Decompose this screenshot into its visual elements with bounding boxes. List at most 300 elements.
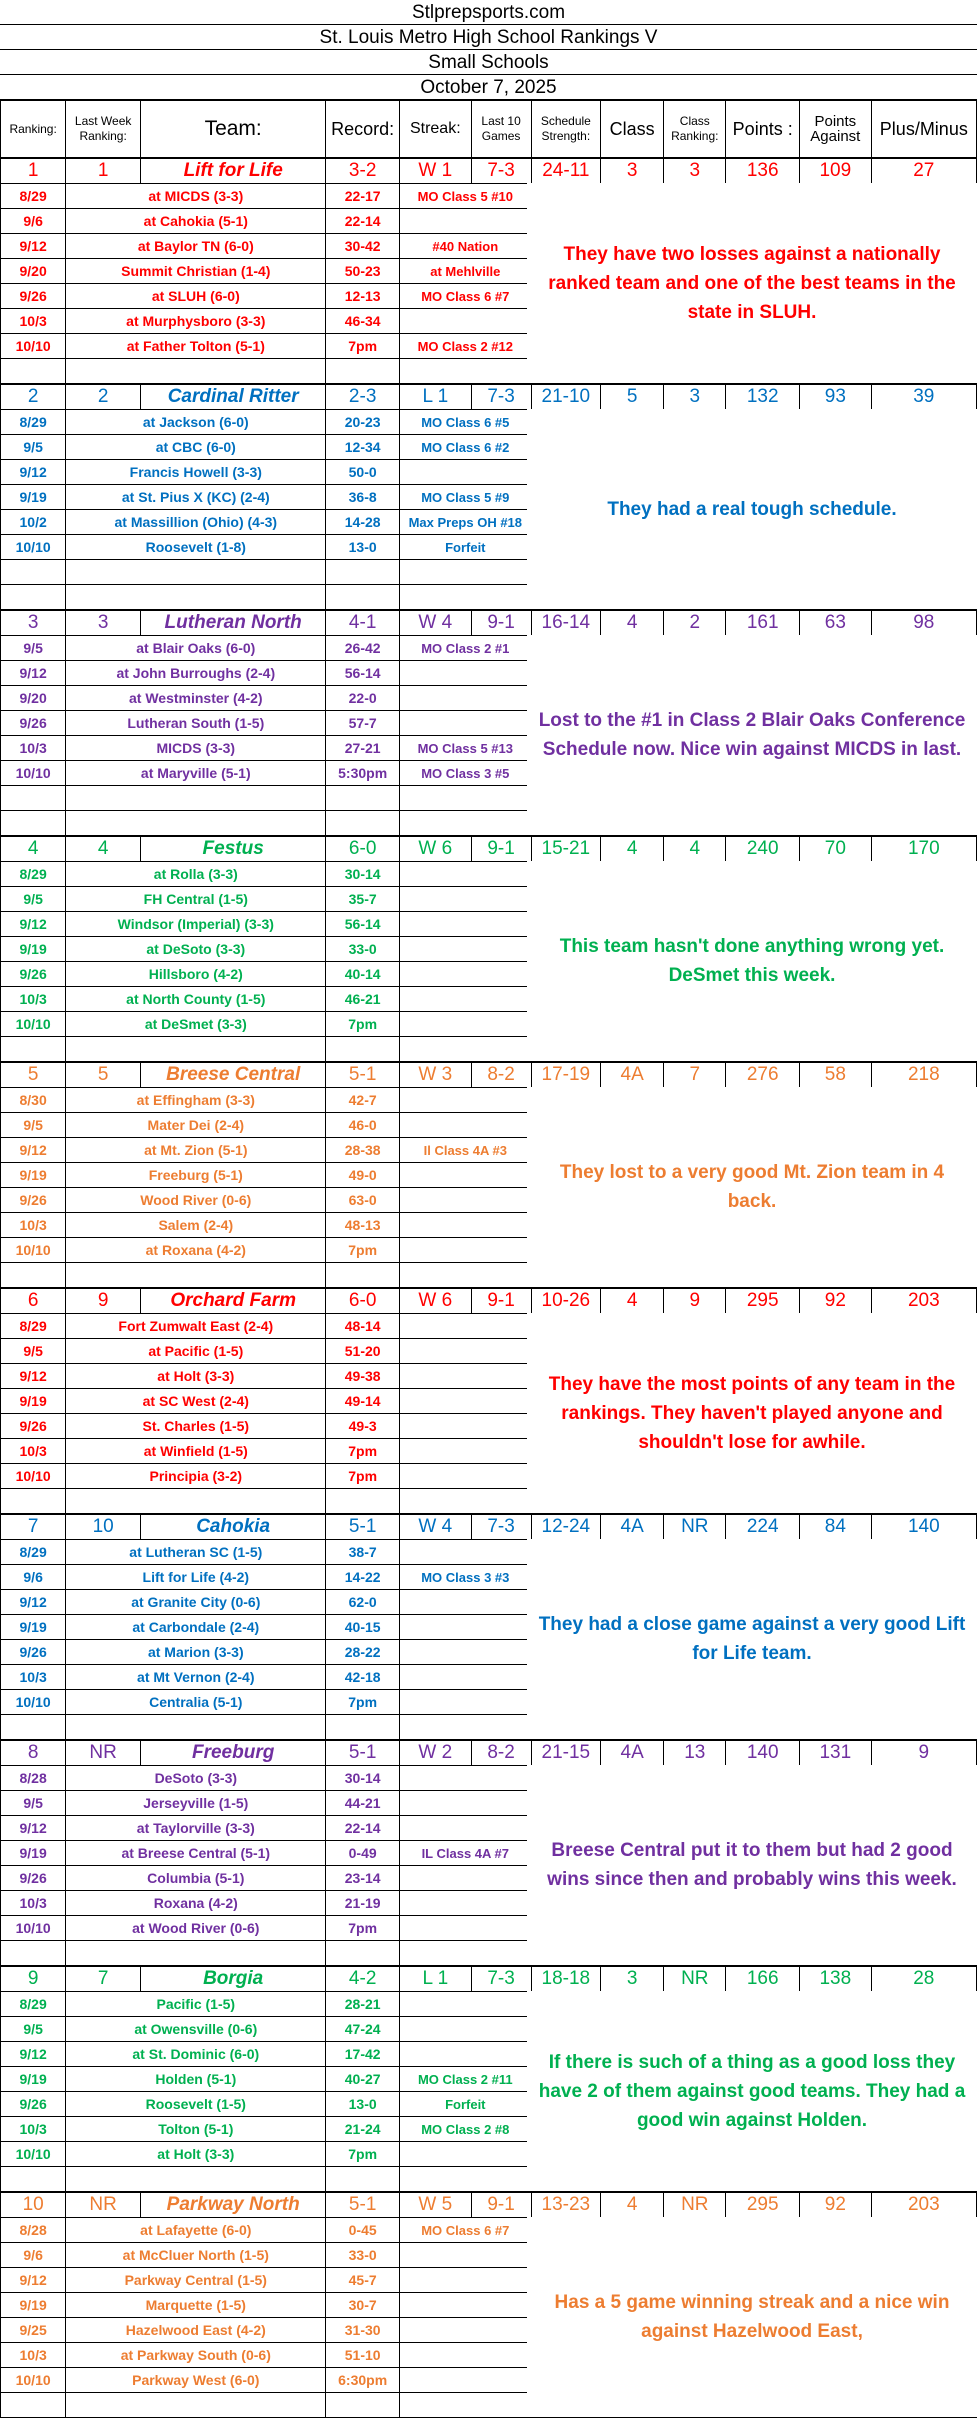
- team-block: [0, 1062, 977, 1288]
- game-date: 10/10: [1, 2368, 66, 2393]
- team-record: 4-2: [326, 1967, 400, 1992]
- team-last10: 7-3: [471, 1515, 531, 1540]
- game-opponent: Roosevelt (1-8): [66, 535, 326, 560]
- game-opponent: at Jackson (6-0): [66, 410, 326, 435]
- game-score: 7pm: [326, 1439, 400, 1464]
- game-score: 49-0: [326, 1163, 400, 1188]
- game-date: 9/5: [1, 1791, 66, 1816]
- game-score: 21-24: [326, 2117, 400, 2142]
- game-date: 8/29: [1, 1992, 66, 2017]
- team-summary-row: [1, 1289, 977, 1314]
- game-opponent: Marquette (1-5): [66, 2293, 326, 2318]
- team-schedule-strength: 10-26: [531, 1289, 600, 1314]
- game-date: 10/10: [1, 1690, 66, 1715]
- team-last-week: 1: [66, 159, 141, 184]
- game-date: 10/10: [1, 761, 66, 786]
- game-date: 10/2: [1, 510, 66, 535]
- game-note: [400, 2042, 532, 2067]
- game-note: [400, 2343, 532, 2368]
- team-class: 5: [601, 385, 664, 410]
- game-date: 9/26: [1, 1188, 66, 1213]
- game-score: 28-38: [326, 1138, 400, 1163]
- game-opponent: Windsor (Imperial) (3-3): [66, 912, 326, 937]
- team-class: 4: [601, 1289, 664, 1314]
- site-name: Stlprepsports.com: [0, 0, 977, 25]
- game-score: 50-0: [326, 460, 400, 485]
- game-date: 9/19: [1, 485, 66, 510]
- game-score: 31-30: [326, 2318, 400, 2343]
- team-comment: Lost to the #1 in Class 2 Blair Oaks Conference Schedule now. Nice win against MICDS in last.: [527, 635, 977, 835]
- game-opponent: at St. Dominic (6-0): [66, 2042, 326, 2067]
- game-note: MO Class 3 #3: [400, 1565, 532, 1590]
- game-note: Max Preps OH #18: [400, 510, 532, 535]
- game-date: 9/12: [1, 460, 66, 485]
- page-title: St. Louis Metro High School Rankings V: [0, 25, 977, 50]
- team-plus-minus: 218: [871, 1063, 976, 1088]
- game-score: 48-14: [326, 1314, 400, 1339]
- game-note: Il Class 4A #3: [400, 1138, 532, 1163]
- game-opponent: Summit Christian (1-4): [66, 259, 326, 284]
- team-last10: 7-3: [471, 159, 531, 184]
- team-block: [0, 836, 977, 1062]
- col-class: Class: [601, 101, 664, 158]
- team-summary-row: [1, 2193, 977, 2218]
- game-date: 9/19: [1, 2067, 66, 2092]
- col-class-ranking: Class Ranking:: [664, 101, 726, 158]
- team-comment: They had a close game against a very good Lift for Life team.: [527, 1539, 977, 1739]
- game-score: 7pm: [326, 2142, 400, 2167]
- game-date: 8/29: [1, 862, 66, 887]
- game-opponent: Salem (2-4): [66, 1213, 326, 1238]
- team-name: Lift for Life: [141, 159, 326, 184]
- game-opponent: at Breese Central (5-1): [66, 1841, 326, 1866]
- team-block: [0, 158, 977, 384]
- game-date: 10/3: [1, 1213, 66, 1238]
- team-last-week: NR: [66, 1741, 141, 1766]
- game-opponent: at CBC (6-0): [66, 435, 326, 460]
- game-date: 9/26: [1, 711, 66, 736]
- game-date: 8/28: [1, 2218, 66, 2243]
- game-note: [400, 1339, 532, 1364]
- game-date: 9/20: [1, 686, 66, 711]
- game-score: 56-14: [326, 912, 400, 937]
- game-score: 36-8: [326, 485, 400, 510]
- team-schedule-strength: 17-19: [531, 1063, 600, 1088]
- team-plus-minus: 203: [871, 1289, 976, 1314]
- team-streak: W 4: [400, 1515, 472, 1540]
- game-date: 9/26: [1, 2092, 66, 2117]
- game-date: 9/12: [1, 1364, 66, 1389]
- team-summary-row: [1, 1515, 977, 1540]
- game-date: 9/5: [1, 636, 66, 661]
- team-streak: W 6: [400, 837, 472, 862]
- game-note: MO Class 6 #2: [400, 435, 532, 460]
- team-class: 3: [601, 159, 664, 184]
- team-points-against: 63: [800, 611, 872, 636]
- game-note: [400, 2293, 532, 2318]
- game-score: 23-14: [326, 1866, 400, 1891]
- game-note: [400, 887, 532, 912]
- game-note: [400, 1213, 532, 1238]
- team-class: 4: [601, 611, 664, 636]
- game-score: 12-13: [326, 284, 400, 309]
- game-opponent: at Roxana (4-2): [66, 1238, 326, 1263]
- game-score: 51-20: [326, 1339, 400, 1364]
- game-opponent: at Granite City (0-6): [66, 1590, 326, 1615]
- game-opponent: Parkway West (6-0): [66, 2368, 326, 2393]
- col-schedule: Schedule Strength:: [531, 101, 600, 158]
- game-score: 30-14: [326, 1766, 400, 1791]
- team-rank: 6: [1, 1289, 66, 1314]
- team-block: [0, 1288, 977, 1514]
- game-score: 40-27: [326, 2067, 400, 2092]
- game-score: 38-7: [326, 1540, 400, 1565]
- game-date: 9/20: [1, 259, 66, 284]
- game-note: [400, 2142, 532, 2167]
- game-opponent: FH Central (1-5): [66, 887, 326, 912]
- game-opponent: Hazelwood East (4-2): [66, 2318, 326, 2343]
- game-date: 9/5: [1, 887, 66, 912]
- team-rank: 2: [1, 385, 66, 410]
- team-last-week: 9: [66, 1289, 141, 1314]
- game-score: 42-7: [326, 1088, 400, 1113]
- game-score: 48-13: [326, 1213, 400, 1238]
- game-date: 9/26: [1, 284, 66, 309]
- game-note: IL Class 4A #7: [400, 1841, 532, 1866]
- team-last10: 8-2: [471, 1741, 531, 1766]
- team-last10: 9-1: [471, 611, 531, 636]
- team-comment: They lost to a very good Mt. Zion team in 4 back.: [527, 1087, 977, 1287]
- game-note: [400, 2017, 532, 2042]
- game-opponent: at Winfield (1-5): [66, 1439, 326, 1464]
- game-opponent: MICDS (3-3): [66, 736, 326, 761]
- game-note: [400, 937, 532, 962]
- team-schedule-strength: 18-18: [531, 1967, 600, 1992]
- game-date: 9/12: [1, 234, 66, 259]
- game-note: MO Class 6 #7: [400, 284, 532, 309]
- col-points-against: Points Against: [800, 101, 872, 158]
- col-last-week: Last Week Ranking:: [66, 101, 141, 158]
- team-last-week: 3: [66, 611, 141, 636]
- game-note: Forfeit: [400, 535, 532, 560]
- game-date: 10/10: [1, 334, 66, 359]
- game-score: 14-22: [326, 1565, 400, 1590]
- game-score: 7pm: [326, 334, 400, 359]
- game-date: 9/19: [1, 937, 66, 962]
- game-note: Forfeit: [400, 2092, 532, 2117]
- team-name: Cahokia: [141, 1515, 326, 1540]
- game-note: MO Class 6 #5: [400, 410, 532, 435]
- team-class: 3: [601, 1967, 664, 1992]
- game-opponent: at Cahokia (5-1): [66, 209, 326, 234]
- team-points-against: 93: [800, 385, 872, 410]
- game-note: [400, 209, 532, 234]
- game-note: MO Class 2 #8: [400, 2117, 532, 2142]
- team-plus-minus: 39: [871, 385, 976, 410]
- game-score: 28-22: [326, 1640, 400, 1665]
- team-class-ranking: NR: [664, 2193, 726, 2218]
- team-class-ranking: 2: [664, 611, 726, 636]
- game-opponent: Francis Howell (3-3): [66, 460, 326, 485]
- team-last-week: 10: [66, 1515, 141, 1540]
- game-note: [400, 661, 532, 686]
- team-rank: 7: [1, 1515, 66, 1540]
- game-opponent: at Massillion (Ohio) (4-3): [66, 510, 326, 535]
- game-score: 57-7: [326, 711, 400, 736]
- game-date: 9/12: [1, 1816, 66, 1841]
- team-schedule-strength: 15-21: [531, 837, 600, 862]
- game-opponent: at Parkway South (0-6): [66, 2343, 326, 2368]
- team-points-against: 84: [800, 1515, 872, 1540]
- team-last10: 7-3: [471, 385, 531, 410]
- col-streak: Streak:: [400, 101, 472, 158]
- game-score: 46-21: [326, 987, 400, 1012]
- game-opponent: at Holt (3-3): [66, 1364, 326, 1389]
- game-opponent: at Wood River (0-6): [66, 1916, 326, 1941]
- team-last-week: 2: [66, 385, 141, 410]
- game-date: 9/6: [1, 1565, 66, 1590]
- game-note: [400, 1414, 532, 1439]
- game-score: 22-14: [326, 1816, 400, 1841]
- team-comment: They have two losses against a nationally ranked team and one of the best teams in the state in SLUH.: [527, 183, 977, 383]
- game-date: 9/5: [1, 2017, 66, 2042]
- game-date: 10/3: [1, 987, 66, 1012]
- team-streak: W 6: [400, 1289, 472, 1314]
- col-ranking: Ranking:: [1, 101, 66, 158]
- col-last10: Last 10 Games: [471, 101, 531, 158]
- game-note: MO Class 5 #10: [400, 184, 532, 209]
- game-score: 46-34: [326, 309, 400, 334]
- game-score: 46-0: [326, 1113, 400, 1138]
- game-opponent: Wood River (0-6): [66, 1188, 326, 1213]
- game-note: [400, 1866, 532, 1891]
- game-note: MO Class 5 #9: [400, 485, 532, 510]
- team-last-week: 4: [66, 837, 141, 862]
- team-class: 4A: [601, 1515, 664, 1540]
- game-date: 9/26: [1, 1414, 66, 1439]
- game-date: 9/12: [1, 1138, 66, 1163]
- game-score: 51-10: [326, 2343, 400, 2368]
- game-opponent: at Maryville (5-1): [66, 761, 326, 786]
- game-date: 10/10: [1, 1238, 66, 1263]
- col-points: Points :: [726, 101, 800, 158]
- game-note: [400, 912, 532, 937]
- team-class: 4: [601, 837, 664, 862]
- game-score: 50-23: [326, 259, 400, 284]
- game-date: 8/28: [1, 1766, 66, 1791]
- game-score: 40-15: [326, 1615, 400, 1640]
- game-opponent: at Owensville (0-6): [66, 2017, 326, 2042]
- game-date: 9/5: [1, 1113, 66, 1138]
- team-name: Borgia: [141, 1967, 326, 1992]
- team-plus-minus: 9: [871, 1741, 976, 1766]
- team-last10: 9-1: [471, 2193, 531, 2218]
- game-opponent: at Marion (3-3): [66, 1640, 326, 1665]
- game-note: MO Class 6 #7: [400, 2218, 532, 2243]
- team-class-ranking: 7: [664, 1063, 726, 1088]
- game-opponent: at Effingham (3-3): [66, 1088, 326, 1113]
- team-last10: 8-2: [471, 1063, 531, 1088]
- team-points: 132: [726, 385, 800, 410]
- team-class-ranking: 13: [664, 1741, 726, 1766]
- game-opponent: at Rolla (3-3): [66, 862, 326, 887]
- game-note: [400, 1992, 532, 2017]
- game-score: 7pm: [326, 1916, 400, 1941]
- team-streak: L 1: [400, 385, 472, 410]
- team-record: 6-0: [326, 1289, 400, 1314]
- team-streak: W 2: [400, 1741, 472, 1766]
- team-last-week: 5: [66, 1063, 141, 1088]
- game-note: #40 Nation: [400, 234, 532, 259]
- team-streak: W 3: [400, 1063, 472, 1088]
- game-note: at Mehlville: [400, 259, 532, 284]
- game-date: 10/3: [1, 736, 66, 761]
- column-header-row: [0, 100, 977, 158]
- team-summary-row: [1, 1063, 977, 1088]
- game-note: [400, 1389, 532, 1414]
- game-note: MO Class 2 #12: [400, 334, 532, 359]
- game-note: [400, 1088, 532, 1113]
- game-note: [400, 987, 532, 1012]
- game-score: 56-14: [326, 661, 400, 686]
- team-summary-row: [1, 1967, 977, 1992]
- team-blocks: [0, 158, 977, 2418]
- team-comment: This team hasn't done anything wrong yet. DeSmet this week.: [527, 861, 977, 1061]
- game-note: [400, 1590, 532, 1615]
- team-rank: 10: [1, 2193, 66, 2218]
- game-note: [400, 1615, 532, 1640]
- game-date: 9/26: [1, 962, 66, 987]
- game-note: [400, 2318, 532, 2343]
- game-date: 10/3: [1, 1665, 66, 1690]
- team-record: 2-3: [326, 385, 400, 410]
- team-class: 4: [601, 2193, 664, 2218]
- game-score: 49-3: [326, 1414, 400, 1439]
- game-score: 33-0: [326, 2243, 400, 2268]
- team-summary-row: [1, 611, 977, 636]
- team-points-against: 70: [800, 837, 872, 862]
- team-block: [0, 1514, 977, 1740]
- game-score: 42-18: [326, 1665, 400, 1690]
- game-opponent: at Blair Oaks (6-0): [66, 636, 326, 661]
- game-date: 10/10: [1, 1012, 66, 1037]
- team-streak: W 5: [400, 2193, 472, 2218]
- game-date: 9/26: [1, 1866, 66, 1891]
- team-name: Orchard Farm: [141, 1289, 326, 1314]
- game-score: 0-49: [326, 1841, 400, 1866]
- game-opponent: Pacific (1-5): [66, 1992, 326, 2017]
- team-streak: W 4: [400, 611, 472, 636]
- team-record: 5-1: [326, 1515, 400, 1540]
- team-block: [0, 384, 977, 610]
- ranking-date: October 7, 2025: [0, 75, 977, 100]
- team-last10: 9-1: [471, 837, 531, 862]
- team-last-week: NR: [66, 2193, 141, 2218]
- game-score: 7pm: [326, 1012, 400, 1037]
- game-note: [400, 1314, 532, 1339]
- game-date: 9/12: [1, 2268, 66, 2293]
- team-schedule-strength: 13-23: [531, 2193, 600, 2218]
- game-score: 22-0: [326, 686, 400, 711]
- game-date: 9/12: [1, 912, 66, 937]
- game-score: 7pm: [326, 1238, 400, 1263]
- game-date: 9/19: [1, 1615, 66, 1640]
- team-name: Breese Central: [141, 1063, 326, 1088]
- team-rank: 4: [1, 837, 66, 862]
- team-last-week: 7: [66, 1967, 141, 1992]
- team-summary-row: [1, 385, 977, 410]
- team-rank: 5: [1, 1063, 66, 1088]
- game-opponent: at Lutheran SC (1-5): [66, 1540, 326, 1565]
- game-date: 10/3: [1, 1891, 66, 1916]
- game-date: 9/12: [1, 661, 66, 686]
- game-score: 6:30pm: [326, 2368, 400, 2393]
- team-streak: W 1: [400, 159, 472, 184]
- game-note: [400, 1816, 532, 1841]
- game-opponent: at Holt (3-3): [66, 2142, 326, 2167]
- game-score: 12-34: [326, 435, 400, 460]
- team-points: 295: [726, 1289, 800, 1314]
- game-date: 8/29: [1, 1540, 66, 1565]
- game-date: 9/6: [1, 209, 66, 234]
- game-score: 22-17: [326, 184, 400, 209]
- game-opponent: Roosevelt (1-5): [66, 2092, 326, 2117]
- game-opponent: at DeSoto (3-3): [66, 937, 326, 962]
- game-opponent: Columbia (5-1): [66, 1866, 326, 1891]
- game-date: 9/25: [1, 2318, 66, 2343]
- team-rank: 9: [1, 1967, 66, 1992]
- game-date: 10/10: [1, 1916, 66, 1941]
- game-note: [400, 686, 532, 711]
- team-class-ranking: NR: [664, 1967, 726, 1992]
- game-date: 9/19: [1, 2293, 66, 2318]
- game-score: 5:30pm: [326, 761, 400, 786]
- game-note: [400, 962, 532, 987]
- col-record: Record:: [326, 101, 400, 158]
- team-plus-minus: 203: [871, 2193, 976, 2218]
- game-note: [400, 1891, 532, 1916]
- team-points-against: 131: [800, 1741, 872, 1766]
- game-score: 33-0: [326, 937, 400, 962]
- game-opponent: at Mt. Zion (5-1): [66, 1138, 326, 1163]
- game-date: 8/29: [1, 184, 66, 209]
- game-date: 9/12: [1, 1590, 66, 1615]
- game-opponent: at SC West (2-4): [66, 1389, 326, 1414]
- team-block: [0, 2192, 977, 2418]
- game-opponent: at Mt Vernon (2-4): [66, 1665, 326, 1690]
- game-note: [400, 1690, 532, 1715]
- team-summary-row: [1, 1741, 977, 1766]
- team-rank: 3: [1, 611, 66, 636]
- game-opponent: at Taylorville (3-3): [66, 1816, 326, 1841]
- team-last10: 9-1: [471, 1289, 531, 1314]
- team-class-ranking: NR: [664, 1515, 726, 1540]
- game-opponent: Lutheran South (1-5): [66, 711, 326, 736]
- team-points-against: 92: [800, 2193, 872, 2218]
- game-date: 8/29: [1, 1314, 66, 1339]
- team-plus-minus: 170: [871, 837, 976, 862]
- team-class-ranking: 3: [664, 385, 726, 410]
- team-block: [0, 1966, 977, 2192]
- game-opponent: Freeburg (5-1): [66, 1163, 326, 1188]
- team-block: [0, 610, 977, 836]
- team-points: 140: [726, 1741, 800, 1766]
- game-note: [400, 1012, 532, 1037]
- team-record: 5-1: [326, 1063, 400, 1088]
- game-note: [400, 1540, 532, 1565]
- team-summary-row: [1, 837, 977, 862]
- game-score: 35-7: [326, 887, 400, 912]
